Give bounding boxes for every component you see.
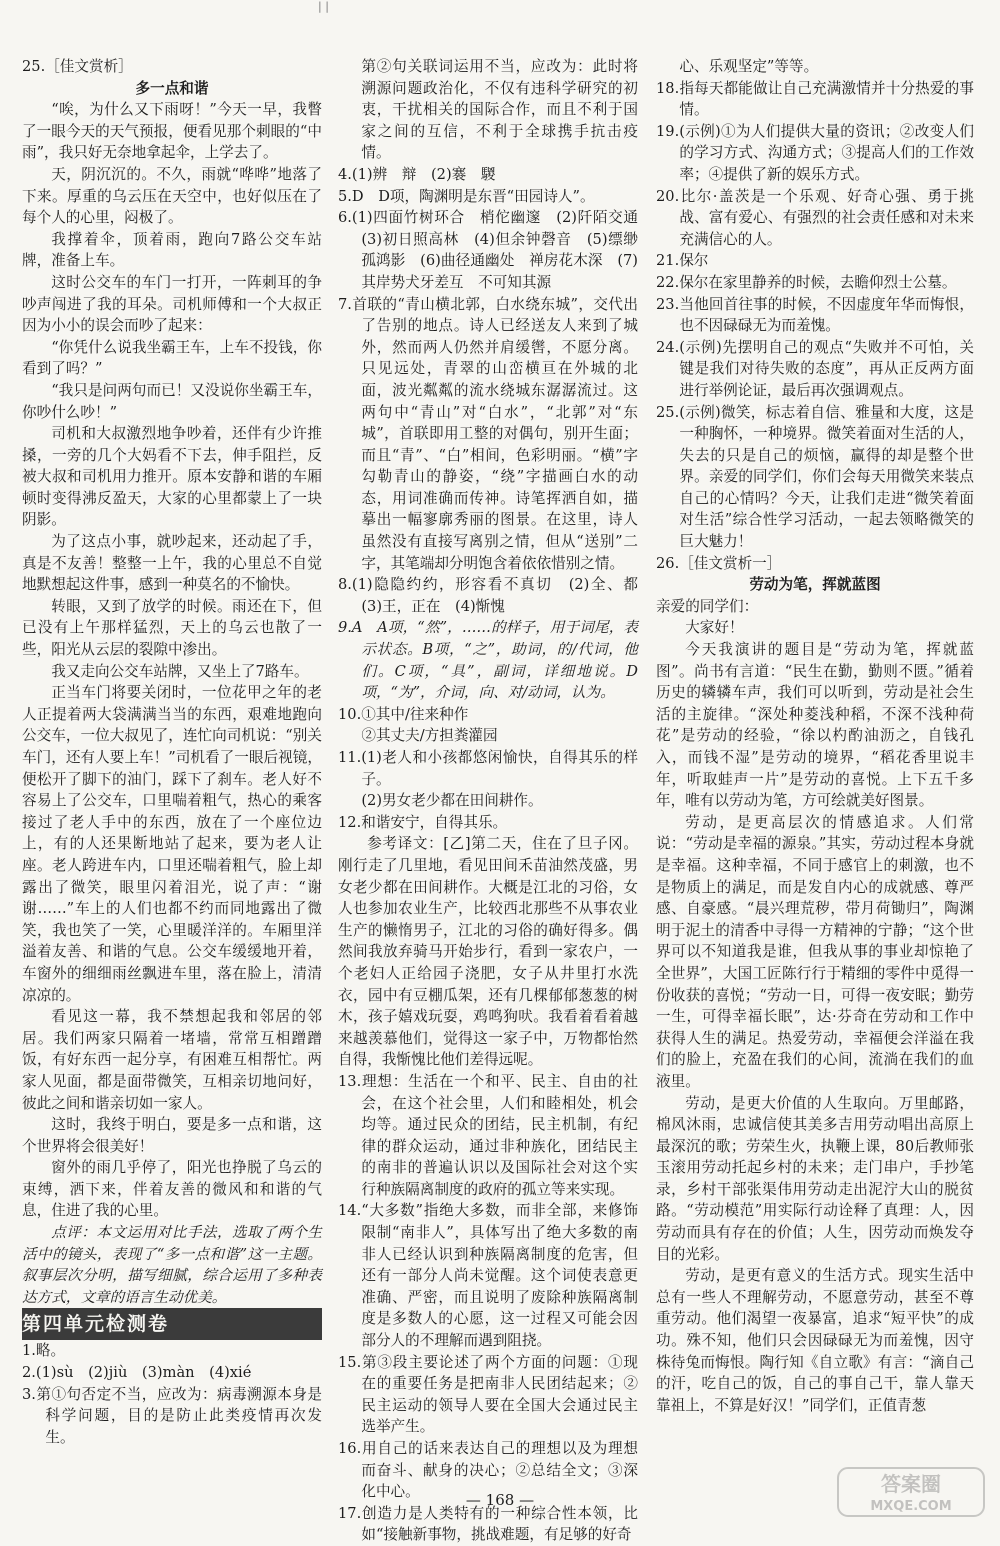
right-block: 23.当他回首往事的时候，不因虚度年华而悔恨，也不因碌碌无为而羞愧。 — [656, 295, 974, 335]
left-block: 司机和大叔激烈地争吵着，还伴有少许推搡，一旁的几个大妈看不下去，伸手阻拦，反被大叔和司机用力推开。原本安静和谐的车厢顿时变得沸反盈天，大家的心里都蒙上了一块阴影。 — [22, 425, 322, 529]
left-block: 第四单元检测卷 — [22, 1308, 322, 1340]
middle-block: 13.理想：生活在一个和平、民主、自由的社会，在这个社会里，人们和睦相处，机会均等。通过民众的团结，民主机制，有纪律的群众运动，通过非种族化，团结民主的南非的普遍认识以及国际社会对这个实行种族隔离制度的政府的孤立等来实现。 — [338, 1072, 638, 1198]
middle-column — [338, 56, 653, 1546]
middle-block: 11.(1)老人和小孩都悠闲愉快，自得其乐的样子。 — [338, 749, 638, 788]
left-block: 转眼，又到了放学的时候。雨还在下，但已没有上午那样猛烈，天上的乌云也散了一些，阳光从云层的裂隙中渗出。 — [22, 597, 322, 659]
left-block: 正当车门将要关闭时，一位花甲之年的老人正提着两大袋满满当当的东西，艰难地跑向公交车，一位大叔见了，连忙向司机说：“别关车门，还有人要上车！”司机看了一眼后视镜，便松开了脚下的油门，踩下了刹车。老人好不容易上了公交车，口里喘着粗气，热心的乘客接过了老人手中的东西，放在了一个座位边上，有的人还果断地站了起来，要为老人让座。老人跨进车内，口里还喘着粗气，脸上却露出了微笑，眼里闪着泪光，说了声：“谢谢……”车上的人们也都不约而同地露出了微笑，我也笑了一笑，心里暖洋洋的。车厢里洋溢着友善、和谐的气息。公交车缓缓地开着，车窗外的细细雨丝飘进车里，落在脸上，清清凉凉的。 — [22, 684, 322, 1004]
middle-block: 10.①其中/往来种作 — [338, 705, 469, 723]
right-block: 25.(示例)微笑，标志着自信、雅量和大度，这是一种胸怀，一种境界。微笑着面对生活的人，失去的只是自己的烦恼，赢得的却是整个世界。亲爱的同学们，你们会每天用微笑来装点自己的心情吗？今天，让我们走进“微笑着面对生活”综合性学习活动，一起去领略微笑的巨大魅力！ — [656, 403, 974, 551]
watermark-bottom: MXQE.COM — [870, 1499, 952, 1514]
right-block: 劳动，是更大价值的人生取向。万里邮路，棉风沐雨，忠诚信使其美多吉用劳动唱出高原上最深沉的歌；劳荣生火，执鞭上课，80后教师张玉滚用劳动托起乡村的未来；走门串户，手抄笔录，乡村干部张渠伟用劳动走出泥泞大山的脱贫路。“劳动模范”用实际行动诠释了真理：人，因劳动而具有存在的价值；人生，因劳动而焕发夺目的光彩。 — [656, 1094, 974, 1263]
right-block: 26.［佳文赏析一］ — [656, 554, 782, 572]
middle-block: 16.用自己的话来表达自己的理想以及为理想而奋斗、献身的决心；②总结全文；③深化中心。 — [338, 1440, 638, 1501]
left-block: 为了这点小事，就吵起来，还动起了手，真是不友善！整整一上午，我的心里总不自觉地默想起这件事，感到一种莫名的不愉快。 — [22, 533, 322, 594]
right-block: 19.(示例)①为人们提供大量的资讯；②改变人们的学习方式、沟通方式；③提高人们的工作效率；④提供了新的娱乐方式。 — [656, 122, 974, 183]
left-block: 2.(1)sù (2)jiù (3)màn (4)xié — [22, 1364, 252, 1382]
middle-block: 7.首联的“青山横北郭，白水绕东城”，交代出了告别的地点。诗人已经送友人来到了城外，然而两人仍然并肩缓辔，不愿分离。只见远处，青翠的山峦横亘在外城的北面，波光粼粼的流水绕城东潺潺流过。这两句中“青山”对“白水”，“北郭”对“东城”，首联即用工整的对偶句，别开生面；而且“青”、“白”相间，色彩明丽。“横”字勾勒青山的静姿，“绕”字描画白水的动态，用词准确而传神。诗笔挥洒自如，描摹出一幅寥廓秀丽的图景。在这里，诗人虽然没有直接写离别之情，但从“送别”二字，其笔端却分明饱含着依依惜别之情。 — [338, 295, 638, 572]
left-block: 我撑着伞，顶着雨，跑向7路公交车站牌，准备上车。 — [22, 230, 322, 270]
middle-block: (2)男女老少都在田间耕作。 — [361, 792, 543, 810]
left-block: 3.第①句否定不当，应改为：病毒溯源本身是科学问题，目的是防止此类疫情再次发生。 — [22, 1385, 322, 1446]
left-block: 1.略。 — [22, 1342, 66, 1360]
left-block: “我只是问两句而已！又没说你坐霸王车，你吵什么吵！” — [22, 381, 322, 421]
middle-block: 12.和谐安宁，自得其乐。 — [338, 813, 508, 831]
middle-block: 17.创造力是人类特有的一种综合性本领，比如“接触新事物，挑战难题，有足够的好奇 — [338, 1504, 638, 1544]
middle-block: 5.D D项，陶渊明是东晋“田园诗人”。 — [338, 187, 595, 205]
left-block: 窗外的雨几乎停了，阳光也挣脱了乌云的束缚，洒下来，伴着友善的微风和和谐的气息，住进了我的心里。 — [22, 1159, 322, 1220]
right-block: 劳动，是更高层次的情感追求。人们常说：“劳动是幸福的源泉。”其实，劳动过程本身就是幸福。这种幸福，不同于感官上的刺激，也不是物质上的满足，而是发自内心的成就感、尊严感、自豪感。“晨兴理荒秽，带月荷锄归”，陶渊明于泥土的清香中寻得一方精神的宁静；“这个世界可以不知道我是谁，但我从事的事业却惊艳了全世界”，大国工匠陈行行于精细的零件中觅得一份收获的喜悦；“劳动一日，可得一夜安眠；勤劳一生，可得幸福长眠”，达·芬奇在劳动和工作中获得人生的满足。热爱劳动，幸福便会洋溢在我们的脸上，充盈在我们的心间，流淌在我们的血液里。 — [656, 813, 974, 1090]
left-block: 看见这一幕，我不禁想起我和邻居的邻居。我们两家只隔着一堵墙，常常互相蹭蹭饭，有好东西一起分享，有困难互相帮忙。两家人见面，都是面带微笑，互相亲切地问好，彼此之间和谐亲切如一家人。 — [22, 1008, 322, 1112]
middle-block: 参考译文：[乙]第二天，住在了旦子冈。刚行走了几里地，看见田间禾苗油然茂盛，男女老少都在田间耕作。大概是江北的习俗，女人也参加农业生产，比较西北那些不从事农业生产的懒惰男子，江北的习俗的确好得多。偶然间我放弃骑马开始步行，看到一家农户，一个老妇人正给园子浇肥，女子从井里打水洗衣，园中有豆棚瓜架，还有几棵郁郁葱葱的树木，孩子嬉戏玩耍，鸡鸣狗吠。我看着看着越来越羡慕他们，觉得这一家子中，万物都怡然自得，我惭愧比他们差得远呢。 — [338, 835, 638, 1069]
right-block: 20.比尔·盖茨是一个乐观、好奇心强、勇于挑战、富有爱心、有强烈的社会责任感和对未来充满信心的人。 — [656, 187, 974, 248]
left-block: 这时公交车的车门一打开，一阵刺耳的争吵声闯进了我的耳朵。司机师傅和一个大叔正因为小小的误会而吵了起来： — [22, 273, 322, 335]
scan-mark: | | — [318, 0, 329, 13]
left-block: 我又走向公交车站牌，又坐上了7路车。 — [51, 662, 309, 680]
right-block: 21.保尔 — [656, 252, 709, 270]
right-block: 劳动为笔，挥就蓝图 — [749, 576, 881, 594]
middle-block: 第②句关联词运用不当，应改为：此时将溯源问题政治化，不仅有违科学研究的初衷，干扰相关的国际合作，而且不利于国家之间的互信，不利于全球携手抗击疫情。 — [361, 58, 638, 162]
right-block: 今天我演讲的题目是“劳动为笔，挥就蓝图”。尚书有言道：“民生在勤，勤则不匮。”循着历史的辚辚车声，我们可以听到，劳动是社会生活的主旋律。“深处种菱浅种稻，不深不浅种荷花”是劳动的经验，“徐以杓酌油沥之，自钱孔入，而钱不湿”是劳动的境界，“稻花香里说丰年，听取蛙声一片”是劳动的喜悦。上下五千多年，唯有以劳动为笔，方可绘就美好图景。 — [656, 641, 974, 810]
right-block: 大家好！ — [685, 619, 744, 637]
left-block: 这时，我终于明白，要是多一点和谐，这个世界将会很美好！ — [22, 1116, 322, 1155]
page-number: — 168 — — [465, 1491, 535, 1509]
right-block: 亲爱的同学们： — [656, 597, 759, 615]
middle-block: 6.(1)四面竹树环合 梢佗幽邃 (2)阡陌交通 (3)初日照高林 (4)但余钟磬音 (5)缥缈孤鸿影 (6)曲径通幽处 禅房花木深 (7)其岸势犬牙差互 不可知其源 — [338, 209, 653, 291]
middle-block: 9.A A项，“然”，……的样子，用于词尾，表示状态。B项，“之”，助词，的/代词，他们。C项，“具”，副词，详细地说。D项，“为”，介词，向、对/动词，认为。 — [338, 619, 638, 702]
left-block: 天，阴沉沉的。不久，雨就“哗哗”地落了下来。厚重的乌云压在天空中，也好似压在了每个人的心里，闷极了。 — [22, 165, 322, 227]
left-block: 多一点和谐 — [135, 79, 209, 97]
left-block: “你凭什么说我坐霸王车，上车不投钱，你看到了吗？” — [22, 338, 322, 378]
left-block: 25.［佳文赏析］ — [22, 58, 133, 75]
right-block: 24.(示例)先摆明自己的观点“失败并不可怕，关键是我们对待失败的态度”，再从正反两方面进行举例论证，最后再次强调观点。 — [656, 338, 974, 399]
middle-block: 14.“大多数”指绝大多数，而非全部，来修饰限制“南非人”，具体写出了绝大多数的南非人已经认识到种族隔离制度的危害，但还有一部分人尚未觉醒。这个词使表意更准确、严密，而且说明了废除种族隔离制度是多数人的心愿，这一过程又可能会因部分人的不理解而遇到阻挠。 — [338, 1202, 638, 1350]
right-block: 心、乐观坚定”等等。 — [679, 58, 819, 75]
right-block: 劳动，是更有意义的生活方式。现实生活中总有一些人不理解劳动，不愿意劳动，甚至不尊重劳动。他们渴望一夜暴富，追求“短平快”的成功。殊不知，他们只会因碌碌无为而羞愧，因守株待兔而悔恨。陶行知《自立歌》有言：“滴自己的汗，吃自己的饭，自己的事自己干，靠人靠天靠祖上，不算是好汉！”同学们，正值青葱 — [656, 1267, 974, 1414]
watermark-top: 答案圈 — [881, 1472, 941, 1496]
middle-block: 15.第③段主要论述了两个方面的问题：①现在的重要任务是把南非人民团结起来；②民主运动的领导人要在全国大会通过民主选举产生。 — [338, 1353, 638, 1436]
watermark-logo — [836, 1466, 986, 1518]
right-column — [656, 56, 974, 1416]
middle-block: 8.(1)隐隐约约，形容看不真切 (2)全、都 (3)王，正在 (4)惭愧 — [338, 576, 653, 615]
right-block: 18.指每天都能做让自己充满激情并十分热爱的事情。 — [656, 79, 974, 119]
left-column — [22, 56, 322, 1448]
right-block: 22.保尔在家里静养的时候，去瞻仰烈士公墓。 — [656, 273, 957, 291]
left-block: 点评：本文运用对比手法，选取了两个生活中的镜头，表现了“多一点和谐”这一主题。叙事层次分明，描写细腻，综合运用了多种表达方式，文章的语言生动优美。 — [22, 1224, 322, 1306]
left-block: “唉，为什么又下雨呀！”今天一早，我瞥了一眼今天的天气预报，便看见那个刺眼的“中雨”，我只好无奈地拿起伞，上学去了。 — [22, 101, 322, 162]
middle-block: ②其丈夫/方担粪灌园 — [361, 727, 498, 745]
middle-block: 4.(1)辨 辩 (2)褰 騣 — [338, 165, 496, 183]
